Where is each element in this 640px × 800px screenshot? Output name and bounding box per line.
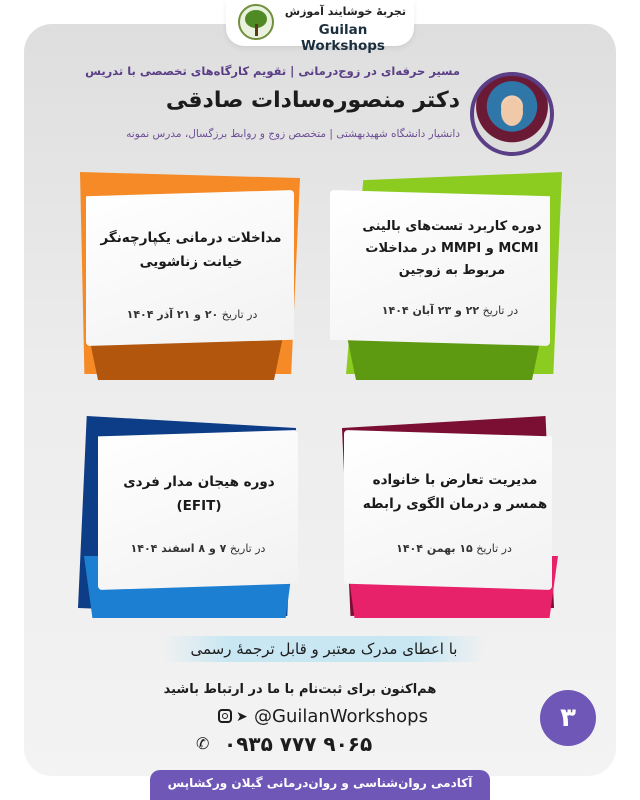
workshop-card-4 [70,416,310,622]
card-4-date: در تاریخ ۷ و ۸ اسفند ۱۴۰۴ [130,542,266,555]
card-3-date: در تاریخ ۱۵ بهمن ۱۴۰۴ [396,542,512,555]
registration-call: هم‌اکنون برای ثبت‌نام با ما در ارتباط باشید [163,682,437,697]
page-number-badge: ۳ [540,690,596,746]
header-subtitle: مسیر حرفه‌ای در زوج‌درمانی | تقویم کارگاه‌های تخصصی با تدریس [85,64,460,78]
phone-number[interactable]: ۰۹۳۵ ۷۷۷ ۹۰۶۵ [224,732,373,756]
certificate-ribbon [162,636,486,662]
social-handle[interactable]: @GuilanWorkshops [254,706,428,727]
card-3-title: مدیریت تعارض با خانواده همسر و درمان الگوی رابطه [362,472,548,512]
footer-text: آکادمی روان‌شناسی و روان‌درمانی گیلان ورکشاپس [167,776,473,790]
brand-logo [226,0,414,54]
brand-name-en: Guilan Workshops [301,22,385,54]
card-4-title: دوره هیجان مدار فردی (EFIT) [123,474,275,514]
tree-logo-icon [238,4,274,40]
instructor-description: دانشیار دانشگاه شهیدبهشتی | متخصص زوج و روابط برزگسال، مدرس نمونه [126,128,460,140]
telegram-icon: ➤ [236,709,248,725]
workshop-card-3 [330,416,570,622]
card-2-title: مداخلات درمانی یکپارچه‌نگر خیانت زناشویی [100,230,282,270]
social-row [190,706,450,730]
brand-name-fa: تجربهٔ خوشایند آموزش [284,5,406,18]
instructor-name: دکتر منصوره‌سادات صادقی [165,88,460,113]
card-1-title: دوره کاربرد تست‌های بالینی MCMI و MMPI در مداخلات مربوط به زوجین [362,219,542,278]
workshop-card-2 [70,172,310,382]
certificate-text: با اعطای مدرک معتبر و قابل ترجمهٔ رسمی [190,640,458,658]
instructor-avatar [470,72,554,156]
workshop-card-1 [330,172,570,382]
footer-bar [150,770,490,800]
card-1-date: در تاریخ ۲۲ و ۲۳ آبان ۱۴۰۴ [381,304,519,317]
card-2-date: در تاریخ ۲۰ و ۲۱ آذر ۱۴۰۴ [126,308,258,321]
phone-icon: ✆ [196,734,212,753]
instagram-icon [218,709,232,723]
